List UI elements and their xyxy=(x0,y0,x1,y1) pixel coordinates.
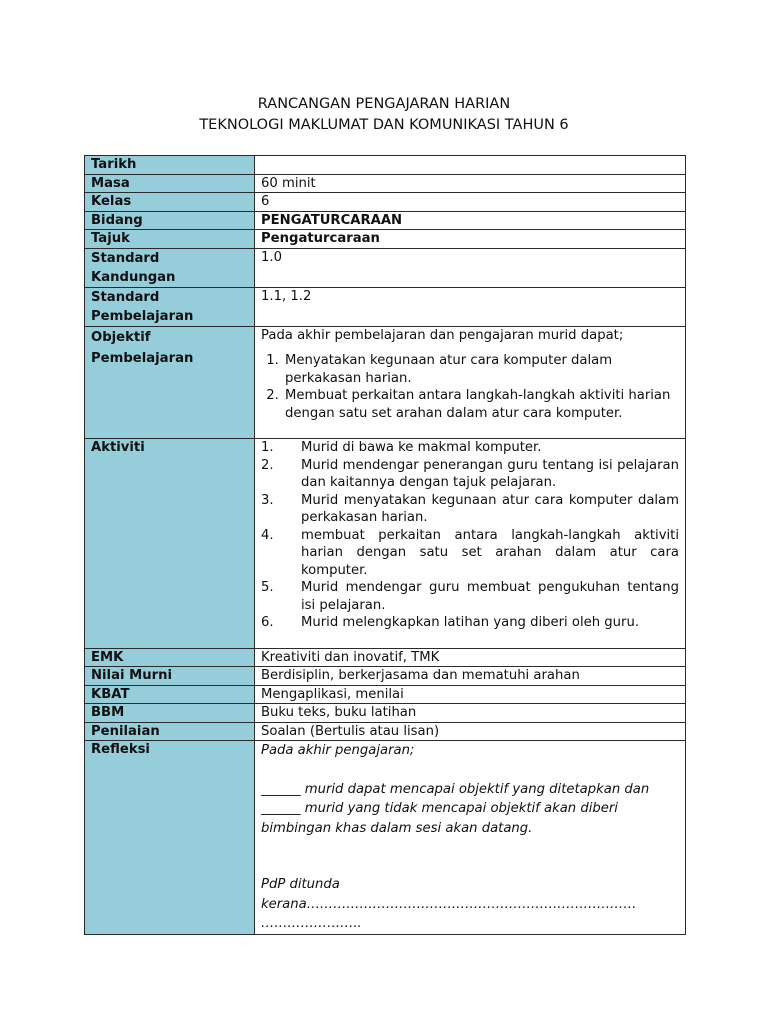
aktiviti-item xyxy=(261,579,679,614)
row-nilai-murni xyxy=(85,667,686,686)
aktiviti-text: Murid melengkapkan latihan yang diberi oleh guru. xyxy=(301,615,640,630)
label-kelas: Kelas xyxy=(85,193,255,212)
aktiviti-text: Murid mendengar guru membuat pengukuhan tentang isi pelajaran. xyxy=(301,580,679,613)
value-standard-kandungan: 1.0 xyxy=(255,248,686,287)
label-masa: Masa xyxy=(85,174,255,193)
objektif-list xyxy=(261,352,679,422)
label-sk-line-2: Kandungan xyxy=(91,269,176,285)
row-penilaian xyxy=(85,722,686,741)
label-sk-line-1: Standard xyxy=(91,250,160,266)
label-objektif-line-2: Pembelajaran xyxy=(91,350,194,366)
value-tajuk: Pengaturcaraan xyxy=(255,230,686,249)
row-objektif xyxy=(85,326,686,439)
aktiviti-number: 6. xyxy=(261,615,274,630)
aktiviti-number: 5. xyxy=(261,580,274,595)
value-kbat: Mengaplikasi, menilai xyxy=(255,685,686,704)
label-penilaian: Penilaian xyxy=(85,722,255,741)
aktiviti-number: 3. xyxy=(261,492,274,508)
aktiviti-number: 1. xyxy=(261,440,274,455)
aktiviti-text: Murid mendengar penerangan guru tentang isi pelajaran dan kaitannya dengan tajuk pelajaran. xyxy=(301,457,679,490)
label-kbat: KBAT xyxy=(85,685,255,704)
aktiviti-item xyxy=(261,614,679,632)
value-masa: 60 minit xyxy=(255,174,686,193)
objektif-intro: Pada akhir pembelajaran dan pengajaran murid dapat; xyxy=(261,327,624,343)
label-tarikh: Tarikh xyxy=(85,156,255,175)
aktiviti-text: membuat perkaitan antara langkah-langkah aktiviti harian dengan satu set arahan dalam atur cara komputer. xyxy=(301,527,679,578)
refleksi-line-1: Pada akhir pengajaran; xyxy=(261,743,415,758)
row-tarikh xyxy=(85,156,686,175)
aktiviti-number: 2. xyxy=(261,457,274,473)
label-objektif-line-1: Objektif xyxy=(91,329,151,345)
row-refleksi xyxy=(85,741,686,935)
refleksi-blank-1[interactable]: ______ xyxy=(261,781,301,797)
row-emk xyxy=(85,648,686,667)
refleksi-spacer xyxy=(261,838,679,875)
value-nilai-murni: Berdisiplin, berkerjasama dan mematuhi arahan xyxy=(255,667,686,686)
label-refleksi: Refleksi xyxy=(85,741,255,935)
row-bidang xyxy=(85,211,686,230)
row-bbm xyxy=(85,704,686,723)
refleksi-line-3-text: murid yang tidak mencapai objektif akan diberi xyxy=(300,801,618,816)
value-standard-pembelajaran: 1.1, 1.2 xyxy=(255,287,686,326)
label-bbm: BBM xyxy=(85,704,255,723)
aktiviti-text: Murid menyatakan kegunaan atur cara komputer dalam perkakasan harian. xyxy=(301,492,679,525)
aktiviti-text: Murid di bawa ke makmal komputer. xyxy=(301,440,542,455)
label-standard-kandungan xyxy=(85,248,255,287)
lesson-plan-table xyxy=(84,155,686,935)
refleksi-line-7[interactable]: ………………….. xyxy=(261,916,362,931)
title-line-1: RANCANGAN PENGAJARAN HARIAN xyxy=(257,96,511,112)
refleksi-line-6[interactable]: kerana………………………………………………………………… xyxy=(261,896,637,912)
objektif-item: 1. Menyatakan kegunaan atur cara komputer dalam perkakasan harian. xyxy=(283,352,679,387)
value-objektif xyxy=(255,326,686,439)
value-refleksi xyxy=(255,741,686,935)
label-sp-line-2: Pembelajaran xyxy=(91,308,194,324)
row-tajuk xyxy=(85,230,686,249)
refleksi-line-5: PdP ditunda xyxy=(261,877,340,892)
row-kelas xyxy=(85,193,686,212)
refleksi-line-4: bimbingan khas dalam sesi akan datang. xyxy=(261,820,533,836)
label-sp-line-1: Standard xyxy=(91,289,160,305)
aktiviti-item xyxy=(261,527,679,580)
value-emk: Kreativiti dan inovatif, TMK xyxy=(255,648,686,667)
value-tarikh[interactable] xyxy=(255,156,686,175)
value-penilaian: Soalan (Bertulis atau lisan) xyxy=(255,722,686,741)
aktiviti-item xyxy=(261,457,679,492)
refleksi-line-2-text: murid dapat mencapai objektif yang ditetapkan dan xyxy=(300,781,650,797)
objektif-item: 2. Membuat perkaitan antara langkah-langkah aktiviti harian dengan satu set arahan dalam atur cara komputer. xyxy=(283,387,679,422)
label-tajuk: Tajuk xyxy=(85,230,255,249)
document-title xyxy=(0,94,768,136)
aktiviti-item xyxy=(261,492,679,527)
label-objektif xyxy=(85,326,255,439)
value-bbm: Buku teks, buku latihan xyxy=(255,704,686,723)
label-emk: EMK xyxy=(85,648,255,667)
label-aktiviti: Aktiviti xyxy=(85,439,255,649)
row-aktiviti xyxy=(85,439,686,649)
label-bidang: Bidang xyxy=(85,211,255,230)
value-bidang: PENGATURCARAAN xyxy=(255,211,686,230)
row-kbat xyxy=(85,685,686,704)
title-line-2: TEKNOLOGI MAKLUMAT DAN KOMUNIKASI TAHUN 6 xyxy=(199,117,569,133)
value-aktiviti xyxy=(255,439,686,649)
row-masa xyxy=(85,174,686,193)
aktiviti-number: 4. xyxy=(261,527,274,543)
refleksi-line-3 xyxy=(261,799,679,819)
refleksi-blank-2[interactable]: ______ xyxy=(261,801,301,816)
refleksi-line-2 xyxy=(261,780,679,800)
value-kelas: 6 xyxy=(255,193,686,212)
row-standard-kandungan xyxy=(85,248,686,287)
refleksi-spacer xyxy=(261,761,679,780)
row-standard-pembelajaran xyxy=(85,287,686,326)
label-standard-pembelajaran xyxy=(85,287,255,326)
aktiviti-item xyxy=(261,439,679,457)
label-nilai-murni: Nilai Murni xyxy=(85,667,255,686)
